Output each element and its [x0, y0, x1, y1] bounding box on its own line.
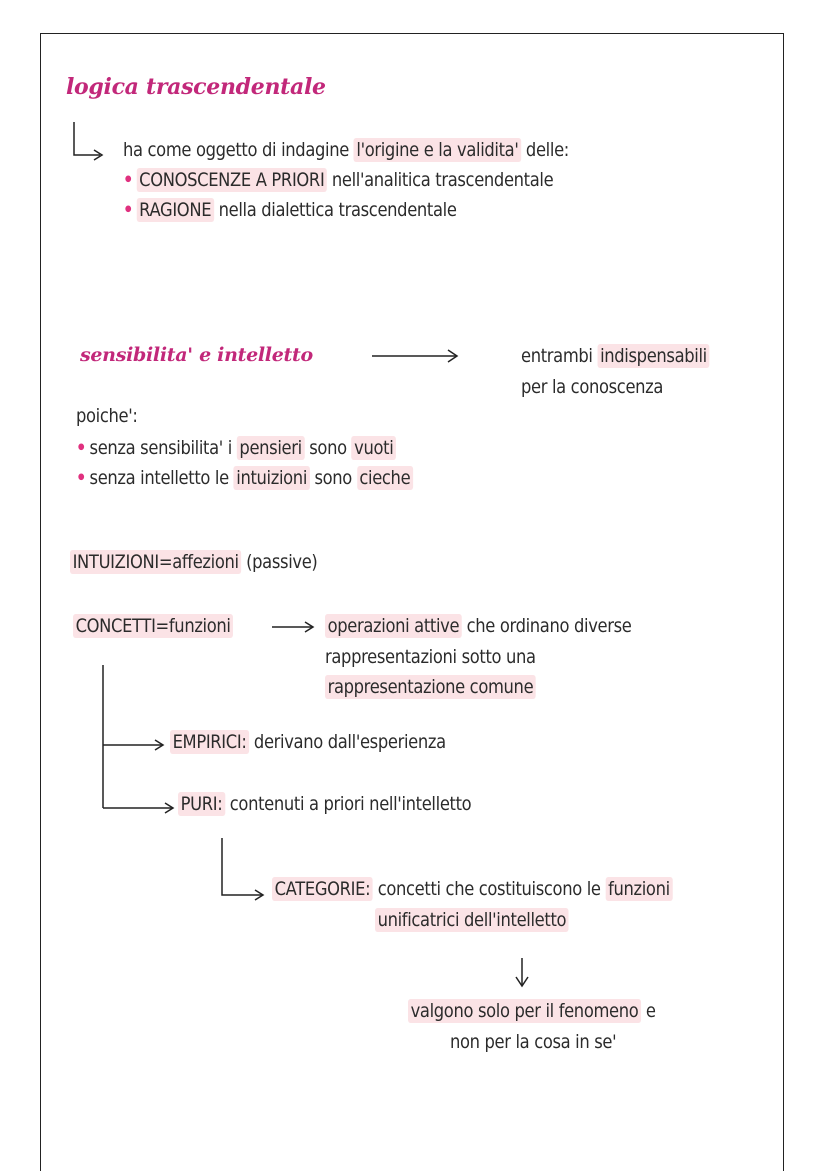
- empirici-text: derivano dall'esperienza: [249, 731, 446, 753]
- categorie-highlight: funzioni: [605, 877, 672, 901]
- intro-text-end: delle:: [521, 139, 569, 161]
- section-title-logica: logica trascendentale: [66, 74, 326, 100]
- intuizioni-line: [70, 553, 317, 572]
- bullet-icon: •: [123, 199, 134, 221]
- list-item: [123, 201, 457, 220]
- item-highlight: intuizioni: [234, 466, 310, 490]
- intro-highlight: l'origine e la validita': [354, 138, 521, 162]
- concetti-desc-line2: rappresentazioni sotto una: [325, 646, 536, 668]
- concetti-desc-text: che ordinano diverse: [461, 615, 632, 637]
- puri-line: [178, 795, 471, 814]
- right-note-highlight: indispensabili: [597, 344, 709, 368]
- item-highlight: RAGIONE: [137, 198, 214, 222]
- valgono-line1: [408, 1002, 656, 1021]
- concetti-desc-line1: [325, 617, 632, 636]
- concetti-desc-highlight: operazioni attive: [325, 614, 462, 638]
- item-highlight: vuoti: [352, 436, 396, 460]
- intro-line: [123, 141, 569, 160]
- concetti-line: [73, 617, 233, 636]
- section-title-sensibilita: sensibilita' e intelletto: [80, 344, 313, 366]
- item-text: sono: [304, 437, 352, 459]
- bullet-icon: •: [76, 437, 87, 459]
- empirici-line: [170, 733, 446, 752]
- right-note-line1: [521, 347, 709, 366]
- categorie-label: CATEGORIE:: [272, 877, 373, 901]
- valgono-highlight: valgono solo per il fenomeno: [408, 999, 641, 1023]
- valgono-line2: non per la cosa in se': [450, 1031, 617, 1053]
- concetti-highlight: CONCETTI=funzioni: [73, 614, 233, 638]
- empirici-label: EMPIRICI:: [170, 730, 249, 754]
- puri-text: contenuti a priori nell'intelletto: [224, 793, 472, 815]
- intuizioni-highlight: INTUIZIONI=affezioni: [70, 550, 241, 574]
- item-highlight: cieche: [357, 466, 413, 490]
- item-highlight: pensieri: [237, 436, 305, 460]
- list-item: [123, 171, 553, 190]
- categorie-line2: [375, 911, 569, 930]
- list-item: [76, 439, 396, 458]
- bullet-icon: •: [123, 169, 134, 191]
- bullet-icon: •: [76, 467, 87, 489]
- categorie-highlight-2: unificatrici dell'intelletto: [375, 908, 569, 932]
- concetti-desc-highlight: rappresentazione comune: [325, 675, 536, 699]
- right-note-line2: per la conoscenza: [521, 376, 664, 398]
- item-highlight: CONOSCENZE A PRIORI: [137, 168, 327, 192]
- item-text: nella dialettica trascendentale: [213, 199, 457, 221]
- valgono-text: e: [641, 1000, 656, 1022]
- categorie-line1: [272, 880, 672, 899]
- item-text: senza intelletto le: [89, 467, 234, 489]
- concetti-desc-line3: [325, 678, 536, 697]
- item-text: senza sensibilita' i: [89, 437, 237, 459]
- intuizioni-text: (passive): [241, 551, 318, 573]
- puri-label: PURI:: [178, 792, 225, 816]
- item-text: nell'analitica trascendentale: [327, 169, 554, 191]
- because-label: poiche':: [76, 405, 138, 427]
- categorie-text: concetti che costituiscono le: [372, 878, 606, 900]
- right-note-text: entrambi: [521, 345, 598, 367]
- list-item: [76, 469, 413, 488]
- intro-text: ha come oggetto di indagine: [123, 139, 354, 161]
- item-text: sono: [309, 467, 357, 489]
